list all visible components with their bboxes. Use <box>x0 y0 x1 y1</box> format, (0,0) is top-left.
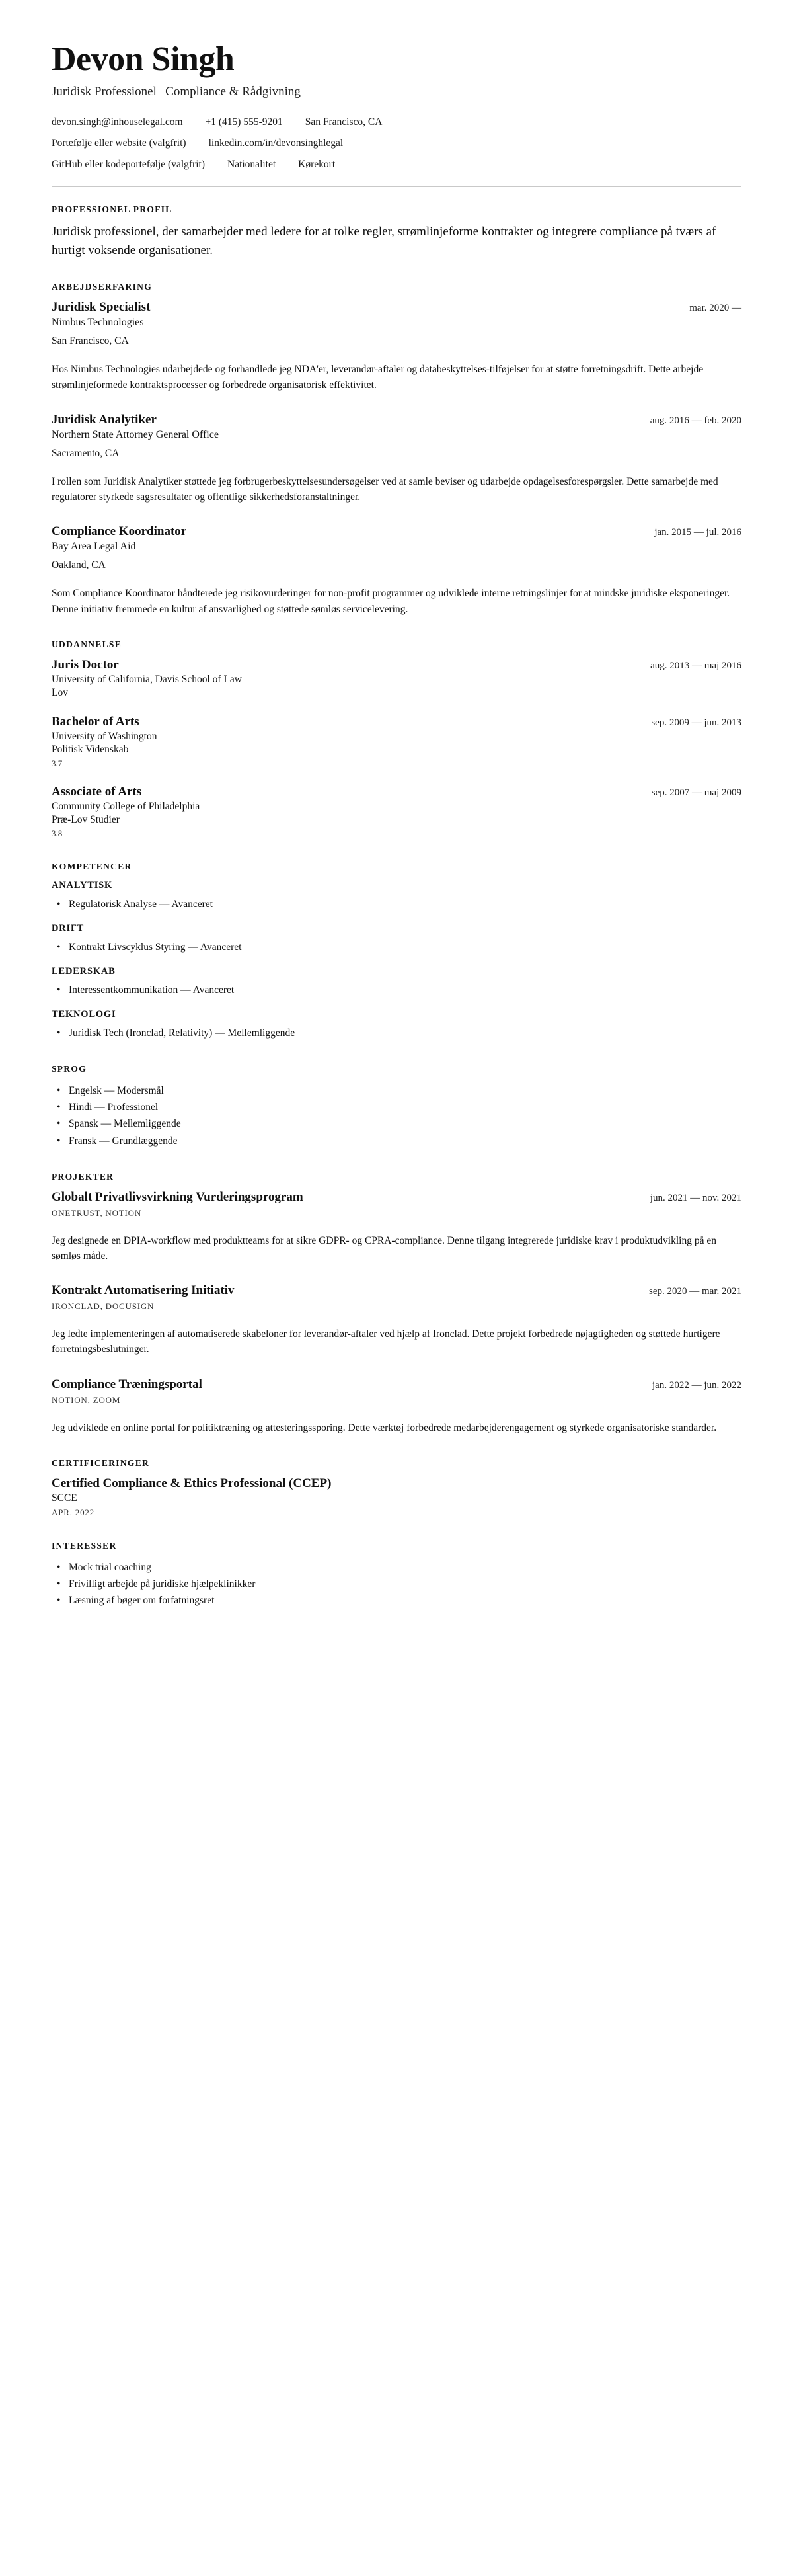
project-title: Globalt Privatlivsvirkning Vurderingsprogram <box>52 1189 303 1204</box>
project-entry <box>52 1283 741 1357</box>
experience-job-title: Compliance Koordinator <box>52 524 187 539</box>
experience-job-title: Juridisk Specialist <box>52 300 151 315</box>
skill-item: • Kontrakt Livscyklus Styring — Avanceret <box>69 939 741 955</box>
contact-portfolio[interactable]: Portefølje eller website (valgfrit) <box>52 138 186 149</box>
skill-group <box>52 966 741 998</box>
education-field: Politisk Videnskab <box>52 743 129 755</box>
skill-list <box>52 982 741 998</box>
education-gpa: 3.7 <box>52 758 63 768</box>
education-entry-head <box>52 658 741 672</box>
contact-linkedin[interactable]: linkedin.com/in/devonsinghlegal <box>208 138 344 149</box>
contact-line-1 <box>52 116 741 128</box>
education-school: Community College of Philadelphia <box>52 800 200 812</box>
skill-group-title: TEKNOLOGI <box>52 1009 116 1020</box>
contact-line-2 <box>52 138 741 149</box>
section-education <box>52 639 741 839</box>
experience-date: mar. 2020 — <box>689 303 741 314</box>
education-field: Præ-Lov Studier <box>52 813 120 825</box>
section-title-experience: ARBEJDSERFARING <box>52 282 153 292</box>
education-entry <box>52 658 741 699</box>
contact-line-3 <box>52 159 741 171</box>
language-item: • Hindi — Professionel <box>69 1099 741 1115</box>
project-entry-head <box>52 1190 741 1205</box>
project-entry <box>52 1377 741 1435</box>
skill-group <box>52 880 741 912</box>
contact-email[interactable]: devon.singh@inhouselegal.com <box>52 116 183 128</box>
project-title: Compliance Træningsportal <box>52 1377 202 1391</box>
contact-location: San Francisco, CA <box>305 116 383 128</box>
experience-description: Som Compliance Koordinator håndterede jeg risikovurderinger for non-profit programmer og udviklede interne retningslinjer for at mindske juridiske eksponeringer. Denne initiativ fremmede en kultur af ansvarlighed og støttede sømløs servicelevering. <box>52 588 730 615</box>
skill-item: • Interessentkommunikation — Avanceret <box>69 982 741 998</box>
experience-date: aug. 2016 — feb. 2020 <box>650 415 741 426</box>
education-date: sep. 2007 — maj 2009 <box>651 787 741 798</box>
headline: Juridisk Professionel | Compliance & Rådgivning <box>52 85 301 99</box>
experience-location: Oakland, CA <box>52 559 106 571</box>
contact-github[interactable]: GitHub eller kodeportefølje (valgfrit) <box>52 159 205 171</box>
education-field: Lov <box>52 686 68 698</box>
section-title-skills: KOMPETENCER <box>52 861 132 871</box>
education-degree: Associate of Arts <box>52 784 142 799</box>
experience-entry-head <box>52 413 741 427</box>
project-date: jan. 2022 — jun. 2022 <box>652 1379 741 1390</box>
experience-entry <box>52 300 741 393</box>
experience-description: Hos Nimbus Technologies udarbejdede og forhandlede jeg NDA'er, leverandør-aftaler og databeskyttelses-tilføjelser for at støtte forretningsdrift. Dette arbejde strømlinjeformede kontraktsprocesser og forbedrede organisatorisk effektivitet. <box>52 364 704 391</box>
skill-group <box>52 923 741 955</box>
section-title-projects: PROJEKTER <box>52 1171 114 1182</box>
project-date: jun. 2021 — nov. 2021 <box>650 1192 741 1203</box>
project-tools: NOTION, ZOOM <box>52 1394 121 1405</box>
interest-item: • Frivilligt arbejde på juridiske hjælpeklinikker <box>69 1576 741 1592</box>
experience-location: Sacramento, CA <box>52 447 120 459</box>
section-projects <box>52 1172 741 1435</box>
project-title: Kontrakt Automatisering Initiativ <box>52 1283 235 1298</box>
project-description: Jeg designede en DPIA-workflow med produktteams for at sikre GDPR- og CPRA-compliance. Denne tilgang integrerede juridiske krav i produktudvikling på en sømløs måde. <box>52 1234 716 1262</box>
skill-list <box>52 896 741 912</box>
experience-job-title: Juridisk Analytiker <box>52 412 157 426</box>
experience-organization: Nimbus Technologies <box>52 317 144 329</box>
profile-text: Juridisk professionel, der samarbejder med ledere for at tolke regler, strømlinjeforme kontrakter og integrere compliance på tværs af hurtigt voksende organisationer. <box>52 225 716 257</box>
section-experience <box>52 282 741 617</box>
education-degree: Bachelor of Arts <box>52 714 139 729</box>
education-entry <box>52 785 741 839</box>
experience-organization: Northern State Attorney General Office <box>52 428 219 440</box>
skill-group <box>52 1009 741 1041</box>
section-skills <box>52 862 741 1041</box>
project-entry-head <box>52 1283 741 1298</box>
skill-item: • Regulatorisk Analyse — Avanceret <box>69 896 741 912</box>
section-title-interests: INTERESSER <box>52 1540 117 1550</box>
experience-location: San Francisco, CA <box>52 335 129 347</box>
skill-group-title: LEDERSKAB <box>52 965 116 977</box>
section-languages <box>52 1064 741 1148</box>
interest-item: • Læsning af bøger om forfatningsret <box>69 1592 741 1609</box>
education-entry-head <box>52 715 741 729</box>
section-title-education: UDDANNELSE <box>52 639 122 649</box>
skill-item: • Juridisk Tech (Ironclad, Relativity) — Mellemliggende <box>69 1025 741 1041</box>
education-date: aug. 2013 — maj 2016 <box>650 660 741 671</box>
section-title-profile: PROFESSIONEL PROFIL <box>52 204 172 215</box>
language-item: • Fransk — Grundlæggende <box>69 1133 741 1149</box>
interest-item: • Mock trial coaching <box>69 1559 741 1576</box>
education-gpa: 3.8 <box>52 828 63 838</box>
project-description: Jeg ledte implementeringen af automatiserede skabeloner for leverandør-aftaler ved hjælp af Ironclad. Dette projekt forbedrede nøjagtigheden og støttede hurtigere forretningsbeslutninger. <box>52 1328 720 1355</box>
experience-entry-head <box>52 524 741 539</box>
project-tools: IRONCLAD, DOCUSIGN <box>52 1301 155 1312</box>
skill-list <box>52 1025 741 1041</box>
experience-organization: Bay Area Legal Aid <box>52 541 136 553</box>
language-item: • Spansk — Mellemliggende <box>69 1115 741 1132</box>
section-interests <box>52 1541 741 1609</box>
certification-entry <box>52 1476 741 1518</box>
interest-list <box>52 1559 741 1609</box>
project-tools: ONETRUST, NOTION <box>52 1207 142 1218</box>
contact-phone: +1 (415) 555-9201 <box>205 116 283 128</box>
project-description: Jeg udviklede en online portal for politiktræning og attesteringssporing. Dette værktøj forbedrede medarbejderengagement og styrkede organisatoriske standarder. <box>52 1422 717 1433</box>
education-entry <box>52 715 741 769</box>
education-date: sep. 2009 — jun. 2013 <box>651 717 741 728</box>
project-entry <box>52 1190 741 1264</box>
education-school: University of Washington <box>52 730 157 742</box>
section-profile <box>52 204 741 259</box>
experience-entry <box>52 413 741 505</box>
page-title: Devon Singh <box>52 40 235 78</box>
project-date: sep. 2020 — mar. 2021 <box>649 1286 741 1297</box>
experience-entry-head <box>52 300 741 315</box>
section-title-certifications: CERTIFICERINGER <box>52 1457 150 1468</box>
education-entry-head <box>52 785 741 799</box>
certification-name: Certified Compliance & Ethics Professional (CCEP) <box>52 1476 332 1490</box>
language-list <box>52 1082 741 1148</box>
contact-drivers-license: Kørekort <box>298 159 336 171</box>
certification-date: APR. 2022 <box>52 1507 94 1517</box>
experience-description: I rollen som Juridisk Analytiker støttede jeg forbrugerbeskyttelsesundersøgelser ved at samle beviser og udarbejde opdagelsesforespørgsler. Dette samarbejde med regulatorer styrkede sagsresultater og offentlige sikkerhedsforanstaltninger. <box>52 475 718 503</box>
skill-group-title: ANALYTISK <box>52 879 113 891</box>
header-divider <box>52 186 741 187</box>
certification-issuer: SCCE <box>52 1492 77 1504</box>
section-certifications <box>52 1458 741 1518</box>
contact-nationality: Nationalitet <box>227 159 276 171</box>
education-school: University of California, Davis School of Law <box>52 673 242 685</box>
skill-group-title: DRIFT <box>52 922 85 934</box>
education-degree: Juris Doctor <box>52 657 119 672</box>
experience-entry <box>52 524 741 617</box>
experience-date: jan. 2015 — jul. 2016 <box>654 527 741 538</box>
project-entry-head <box>52 1377 741 1392</box>
section-title-languages: SPROG <box>52 1064 87 1074</box>
skill-list <box>52 939 741 955</box>
language-item: • Engelsk — Modersmål <box>69 1082 741 1099</box>
